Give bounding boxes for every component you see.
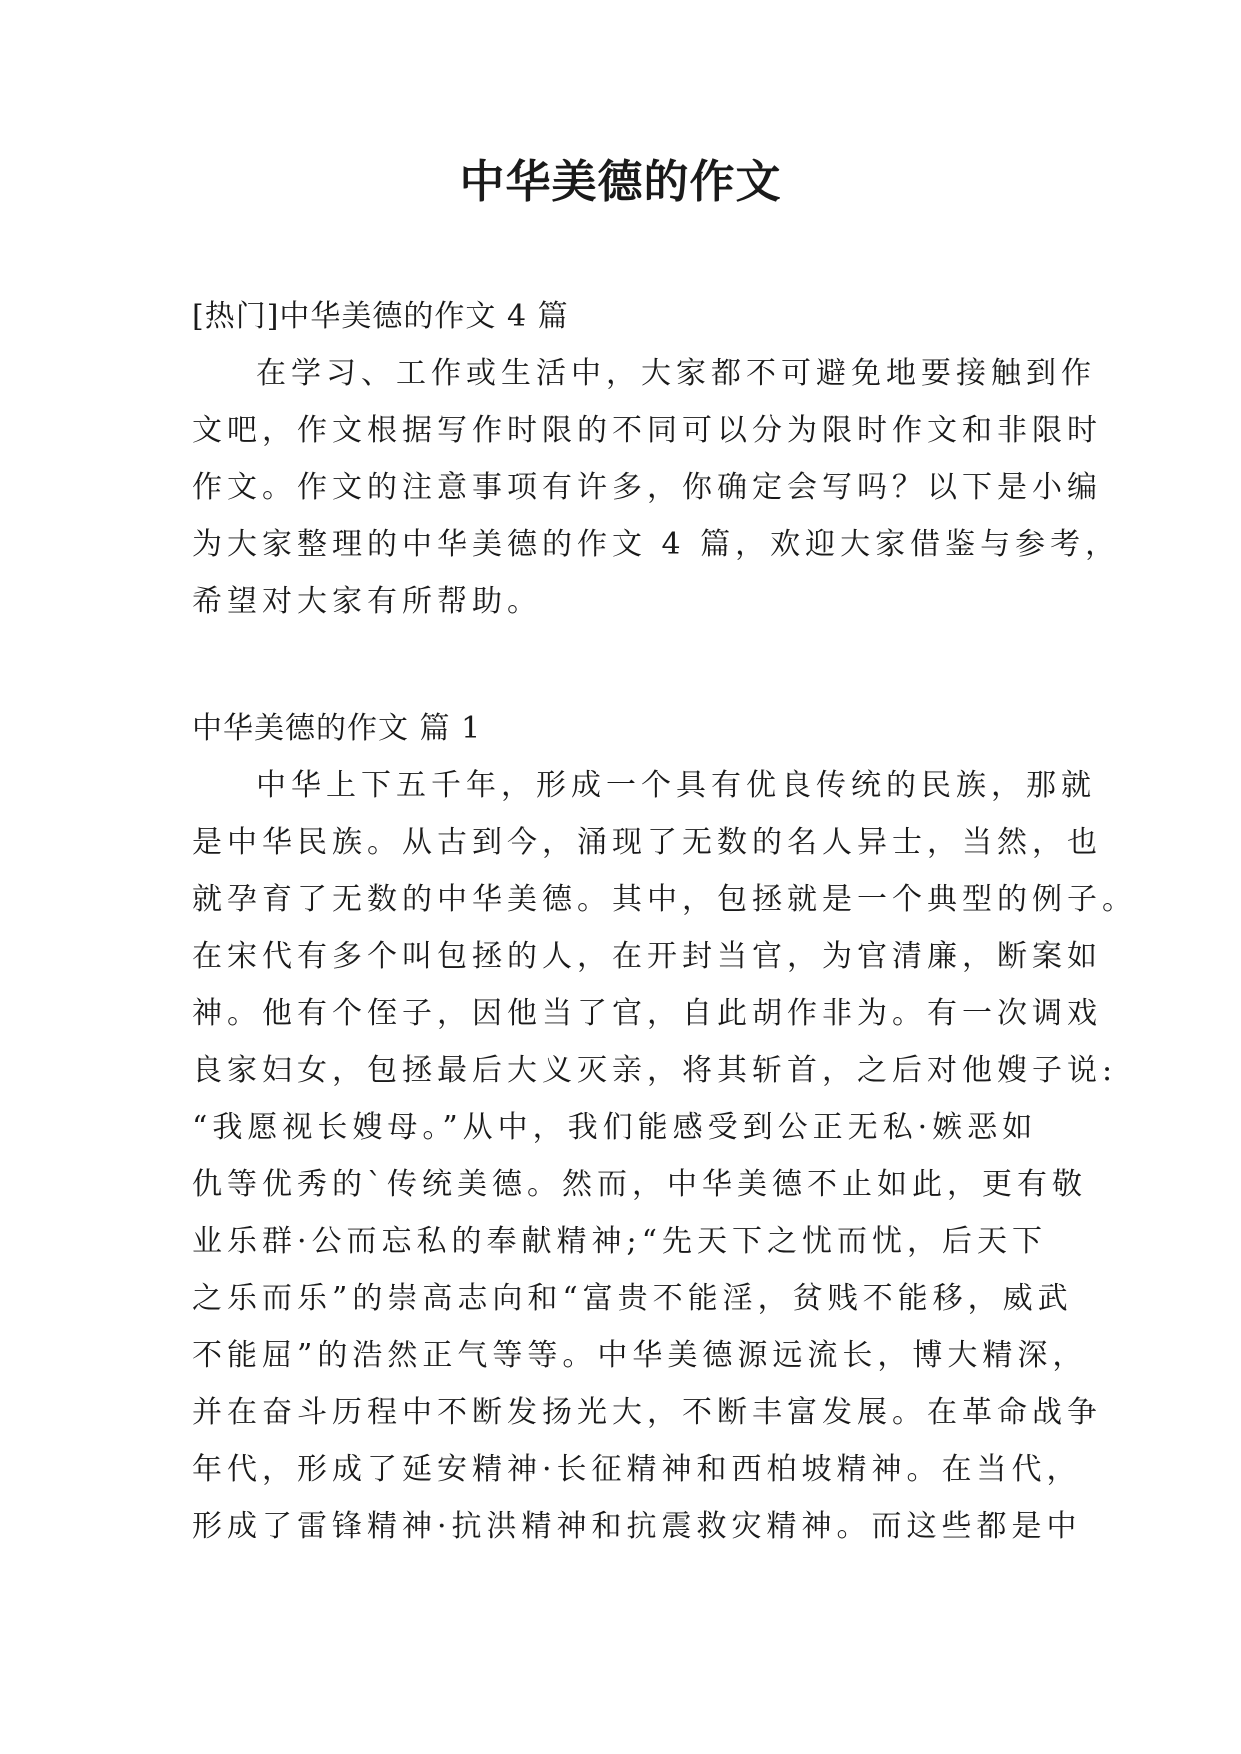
section-line: “我愿视长嫂母。”从中，我们能感受到公正无私·嫉恶如: [192, 1110, 1038, 1145]
section-heading: 中华美德的作文 篇 1: [192, 711, 482, 746]
section-line: 并在奋斗历程中不断发扬光大，不断丰富发展。在革命战争: [192, 1395, 1102, 1430]
intro-line: 为大家整理的中华美德的作文 4 篇，欢迎大家借鉴与参考，: [192, 527, 1121, 562]
section-line: 年代，形成了延安精神·长征精神和西柏坡精神。在当代，: [192, 1452, 1082, 1487]
section-line: 业乐群·公而忘私的奉献精神;“先天下之忧而忧，后天下: [192, 1224, 1047, 1259]
intro-paragraph: [192, 345, 1121, 630]
section-line: 良家妇女，包拯最后大义灭亲，将其斩首，之后对他嫂子说:: [192, 1053, 1118, 1088]
section-line: 之乐而乐”的崇高志向和“富贵不能淫，贫贱不能移，威武: [192, 1281, 1073, 1316]
section-line: 是中华民族。从古到今，涌现了无数的名人异士，当然，也: [192, 825, 1102, 860]
intro-line: 希望对大家有所帮助。: [192, 584, 542, 619]
section-line: 形成了雷锋精神·抗洪精神和抗震救灾精神。而这些都是中: [192, 1509, 1082, 1544]
document-subtitle: [热门]中华美德的作文 4 篇: [192, 299, 569, 334]
intro-line: 文吧，作文根据写作时限的不同可以分为限时作文和非限时: [192, 413, 1102, 448]
section-line: 在宋代有多个叫包拯的人，在开封当官，为官清廉，断案如: [192, 939, 1102, 974]
section-line: 中华上下五千年，形成一个具有优良传统的民族，那就: [256, 768, 1096, 803]
intro-line: 在学习、工作或生活中，大家都不可避免地要接触到作: [256, 356, 1096, 391]
intro-line: 作文。作文的注意事项有许多，你确定会写吗？以下是小编: [192, 470, 1102, 505]
section-line: 神。他有个侄子，因他当了官，自此胡作非为。有一次调戏: [192, 996, 1102, 1031]
section-line: 不能屈”的浩然正气等等。中华美德源远流长，博大精深，: [192, 1338, 1088, 1373]
section-paragraph: [192, 757, 1137, 1555]
section-line: 就孕育了无数的中华美德。其中，包拯就是一个典型的例子。: [192, 882, 1137, 917]
document-title: 中华美德的作文: [459, 155, 782, 208]
section-line: 仇等优秀的`传统美德。然而，中华美德不止如此，更有敬: [192, 1167, 1087, 1202]
